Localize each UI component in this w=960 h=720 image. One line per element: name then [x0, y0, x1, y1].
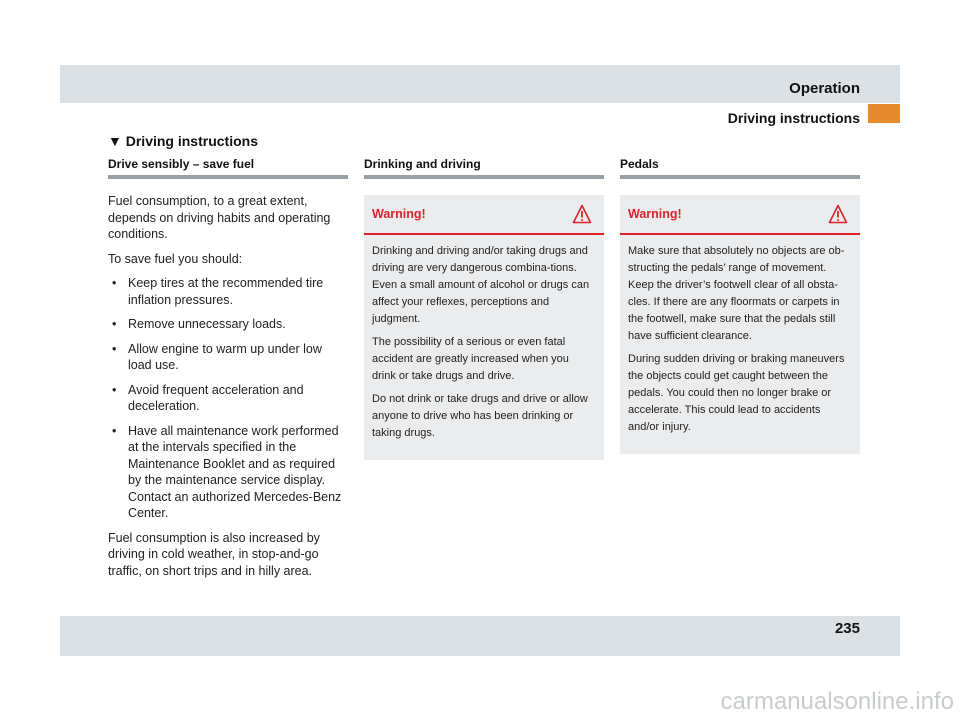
page-heading [108, 133, 258, 149]
column-title: Drinking and driving [364, 157, 604, 179]
warning-triangle-icon [572, 204, 592, 224]
column-pedals [620, 157, 860, 454]
warning-paragraph: Do not drink or take drugs and drive or allow anyone to drive who has been drinking or taking drugs. [372, 393, 588, 439]
warning-triangle-icon [828, 204, 848, 224]
column-title: Drive sensibly – save fuel [108, 157, 348, 179]
warning-body [620, 235, 860, 446]
warning-paragraph: Drinking and driving and/or taking drugs and driving are very dangerous combina-tions. Even a small amount of alcohol or drugs can affect your reflexes, perceptions and judgment. [372, 245, 590, 325]
warning-paragraph: Make sure that absolutely no objects are ob-structing the pedals’ range of movement. Keep the driver’s footwell clear of all obsta-cles. If there are any floormats or carpets in the footwell, make sure that the pedals still have sufficient clearance. [628, 245, 845, 342]
intro-paragraph: Fuel consumption, to a great extent, depends on driving habits and operating conditions. [108, 194, 331, 241]
list-item: • Avoid frequent acceleration and deceleration. [108, 382, 348, 415]
triangle-down-icon: ▼ [108, 133, 122, 149]
warning-paragraph: During sudden driving or braking maneuvers the objects could get caught between the pedals. You could then no longer brake or accelerate. This could lead to accidents and/or injury. [628, 353, 845, 433]
page-heading-text: Driving instructions [125, 133, 258, 149]
warning-box [364, 195, 604, 460]
header-band [60, 65, 900, 103]
list-item: • Have all maintenance work performed at the intervals specified in the Maintenance Booklet and as required by the maintenance service display. Contact an authorized Mercedes-Benz Center. [108, 423, 348, 522]
column-title: Pedals [620, 157, 860, 179]
warning-header [620, 195, 860, 235]
page-number: 235 [834, 620, 860, 637]
section-title: Operation [789, 80, 860, 97]
warning-header [364, 195, 604, 235]
warning-paragraph: The possibility of a serious or even fatal accident are greatly increased when you drink or take drugs and drive. [372, 336, 569, 382]
column-drive-sensibly [108, 157, 348, 587]
section-tab-marker [868, 104, 900, 123]
subsection-title: Driving instructions [727, 110, 860, 126]
warning-label: Warning! [372, 207, 426, 221]
warning-label: Warning! [628, 207, 682, 221]
list-item: • Keep tires at the recommended tire inflation pressures. [108, 275, 348, 308]
column-drinking-driving [364, 157, 604, 460]
outro-paragraph: Fuel consumption is also increased by driving in cold weather, in stop-and-go traffic, on short trips and in hilly area. [108, 530, 320, 578]
footer-band [60, 616, 900, 656]
warning-body [364, 235, 604, 452]
list-item: • Allow engine to warm up under low load use. [108, 341, 348, 374]
warning-box [620, 195, 860, 454]
list-item: • Remove unnecessary loads. [108, 316, 348, 333]
fuel-tips-list [108, 275, 348, 522]
watermark: carmanualsonline.info [720, 688, 954, 715]
column-body [108, 193, 348, 579]
lead-paragraph: To save fuel you should: [108, 251, 243, 266]
